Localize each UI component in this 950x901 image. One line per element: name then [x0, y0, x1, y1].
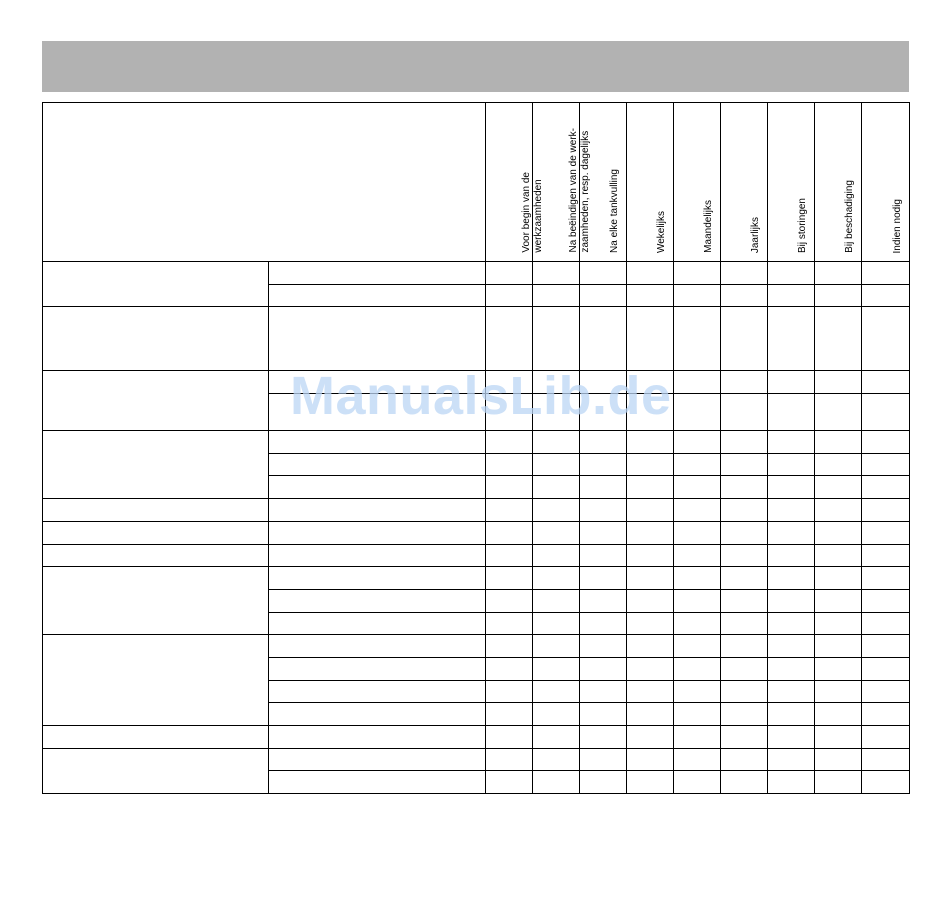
- group-cell: [43, 635, 269, 726]
- check-cell: [486, 371, 533, 394]
- check-cell: [674, 612, 721, 635]
- table-row: [43, 371, 910, 394]
- check-cell: [580, 567, 627, 590]
- check-cell: [862, 612, 910, 635]
- check-cell: [721, 635, 768, 658]
- check-cell: [580, 284, 627, 307]
- group-cell: [43, 431, 269, 499]
- check-cell: [580, 726, 627, 749]
- check-cell: [533, 635, 580, 658]
- group-cell: [43, 307, 269, 371]
- check-cell: [862, 657, 910, 680]
- table-row: [43, 431, 910, 454]
- check-cell: [486, 544, 533, 567]
- check-cell: [627, 680, 674, 703]
- check-cell: [627, 431, 674, 454]
- item-cell: [269, 544, 486, 567]
- check-cell: [815, 635, 862, 658]
- check-cell: [674, 635, 721, 658]
- check-cell: [486, 307, 533, 371]
- check-cell: [721, 394, 768, 431]
- check-cell: [721, 544, 768, 567]
- check-cell: [627, 544, 674, 567]
- col-header: Maandelijks: [674, 103, 721, 262]
- check-cell: [862, 703, 910, 726]
- check-cell: [580, 521, 627, 544]
- check-cell: [815, 284, 862, 307]
- check-cell: [674, 431, 721, 454]
- check-cell: [815, 394, 862, 431]
- item-cell: [269, 431, 486, 454]
- check-cell: [627, 726, 674, 749]
- item-cell: [269, 589, 486, 612]
- check-cell: [627, 771, 674, 794]
- check-cell: [721, 657, 768, 680]
- check-cell: [768, 431, 815, 454]
- check-cell: [768, 680, 815, 703]
- check-cell: [674, 476, 721, 499]
- item-cell: [269, 476, 486, 499]
- check-cell: [486, 726, 533, 749]
- check-cell: [486, 657, 533, 680]
- check-cell: [674, 680, 721, 703]
- header-blank-cell: [43, 103, 486, 262]
- check-cell: [815, 521, 862, 544]
- check-cell: [674, 453, 721, 476]
- check-cell: [815, 453, 862, 476]
- check-cell: [580, 680, 627, 703]
- check-cell: [674, 284, 721, 307]
- item-cell: [269, 703, 486, 726]
- check-cell: [674, 499, 721, 522]
- item-cell: [269, 521, 486, 544]
- check-cell: [674, 394, 721, 431]
- item-cell: [269, 726, 486, 749]
- check-cell: [533, 262, 580, 285]
- check-cell: [862, 284, 910, 307]
- check-cell: [768, 521, 815, 544]
- check-cell: [721, 499, 768, 522]
- check-cell: [768, 307, 815, 371]
- check-cell: [721, 771, 768, 794]
- check-cell: [533, 567, 580, 590]
- check-cell: [768, 703, 815, 726]
- check-cell: [533, 521, 580, 544]
- check-cell: [627, 453, 674, 476]
- item-cell: [269, 307, 486, 371]
- check-cell: [627, 567, 674, 590]
- col-header: Indien nodig: [862, 103, 910, 262]
- item-cell: [269, 394, 486, 431]
- check-cell: [721, 521, 768, 544]
- check-cell: [674, 521, 721, 544]
- check-cell: [721, 453, 768, 476]
- check-cell: [580, 657, 627, 680]
- group-cell: [43, 567, 269, 635]
- check-cell: [627, 499, 674, 522]
- check-cell: [627, 521, 674, 544]
- check-cell: [580, 431, 627, 454]
- check-cell: [580, 307, 627, 371]
- check-cell: [674, 657, 721, 680]
- check-cell: [768, 262, 815, 285]
- check-cell: [862, 748, 910, 771]
- group-cell: [43, 521, 269, 544]
- check-cell: [486, 262, 533, 285]
- check-cell: [627, 476, 674, 499]
- group-cell: [43, 726, 269, 749]
- check-cell: [721, 371, 768, 394]
- check-cell: [768, 635, 815, 658]
- item-cell: [269, 612, 486, 635]
- check-cell: [862, 476, 910, 499]
- check-cell: [533, 726, 580, 749]
- check-cell: [815, 657, 862, 680]
- check-cell: [862, 431, 910, 454]
- check-cell: [486, 748, 533, 771]
- check-cell: [627, 371, 674, 394]
- check-cell: [533, 284, 580, 307]
- table-row: [43, 544, 910, 567]
- check-cell: [486, 431, 533, 454]
- check-cell: [627, 394, 674, 431]
- check-cell: [862, 635, 910, 658]
- table-row: [43, 499, 910, 522]
- check-cell: [533, 453, 580, 476]
- check-cell: [721, 567, 768, 590]
- check-cell: [815, 567, 862, 590]
- check-cell: [674, 703, 721, 726]
- check-cell: [580, 703, 627, 726]
- check-cell: [721, 589, 768, 612]
- check-cell: [533, 589, 580, 612]
- check-cell: [580, 453, 627, 476]
- check-cell: [486, 635, 533, 658]
- check-cell: [486, 499, 533, 522]
- col-header: Bij beschadiging: [815, 103, 862, 262]
- check-cell: [580, 544, 627, 567]
- table-row: [43, 635, 910, 658]
- watermark: ManualsLib.de: [290, 366, 672, 426]
- group-cell: [43, 262, 269, 307]
- check-cell: [674, 726, 721, 749]
- table-header-row: [43, 103, 910, 262]
- check-cell: [486, 476, 533, 499]
- check-cell: [815, 726, 862, 749]
- check-cell: [580, 262, 627, 285]
- check-cell: [815, 476, 862, 499]
- check-cell: [815, 589, 862, 612]
- check-cell: [627, 748, 674, 771]
- check-cell: [815, 499, 862, 522]
- check-cell: [674, 567, 721, 590]
- check-cell: [533, 680, 580, 703]
- check-cell: [768, 453, 815, 476]
- item-cell: [269, 771, 486, 794]
- check-cell: [533, 371, 580, 394]
- item-cell: [269, 635, 486, 658]
- table-row: [43, 521, 910, 544]
- check-cell: [862, 589, 910, 612]
- check-cell: [580, 589, 627, 612]
- check-cell: [815, 431, 862, 454]
- table-row: [43, 307, 910, 371]
- check-cell: [721, 726, 768, 749]
- check-cell: [486, 394, 533, 431]
- check-cell: [768, 499, 815, 522]
- check-cell: [580, 499, 627, 522]
- check-cell: [815, 771, 862, 794]
- check-cell: [674, 771, 721, 794]
- check-cell: [486, 453, 533, 476]
- check-cell: [627, 262, 674, 285]
- check-cell: [580, 371, 627, 394]
- check-cell: [768, 567, 815, 590]
- check-cell: [815, 680, 862, 703]
- check-cell: [486, 521, 533, 544]
- check-cell: [815, 262, 862, 285]
- check-cell: [768, 748, 815, 771]
- check-cell: [674, 262, 721, 285]
- col-header: Bij storingen: [768, 103, 815, 262]
- check-cell: [674, 544, 721, 567]
- check-cell: [533, 476, 580, 499]
- item-cell: [269, 567, 486, 590]
- item-cell: [269, 657, 486, 680]
- item-cell: [269, 284, 486, 307]
- check-cell: [486, 771, 533, 794]
- check-cell: [533, 394, 580, 431]
- check-cell: [533, 307, 580, 371]
- check-cell: [627, 635, 674, 658]
- check-cell: [721, 307, 768, 371]
- check-cell: [862, 544, 910, 567]
- check-cell: [674, 589, 721, 612]
- check-cell: [486, 612, 533, 635]
- check-cell: [533, 748, 580, 771]
- check-cell: [862, 567, 910, 590]
- item-cell: [269, 453, 486, 476]
- check-cell: [533, 657, 580, 680]
- check-cell: [580, 612, 627, 635]
- check-cell: [862, 371, 910, 394]
- check-cell: [486, 589, 533, 612]
- check-cell: [862, 262, 910, 285]
- check-cell: [768, 612, 815, 635]
- table-row: [43, 726, 910, 749]
- col-header: Wekelijks: [627, 103, 674, 262]
- check-cell: [533, 771, 580, 794]
- check-cell: [768, 657, 815, 680]
- group-cell: [43, 371, 269, 431]
- check-cell: [815, 371, 862, 394]
- check-cell: [721, 703, 768, 726]
- check-cell: [627, 703, 674, 726]
- check-cell: [862, 499, 910, 522]
- check-cell: [768, 771, 815, 794]
- check-cell: [674, 371, 721, 394]
- table-row: [43, 262, 910, 285]
- check-cell: [862, 726, 910, 749]
- check-cell: [674, 307, 721, 371]
- item-cell: [269, 680, 486, 703]
- group-cell: [43, 499, 269, 522]
- check-cell: [627, 284, 674, 307]
- check-cell: [862, 453, 910, 476]
- check-cell: [815, 307, 862, 371]
- check-cell: [580, 394, 627, 431]
- check-cell: [627, 657, 674, 680]
- check-cell: [862, 521, 910, 544]
- check-cell: [815, 748, 862, 771]
- check-cell: [721, 431, 768, 454]
- check-cell: [768, 544, 815, 567]
- item-cell: [269, 262, 486, 285]
- col-header: Voor begin van de werkzaamheden: [486, 103, 533, 262]
- check-cell: [815, 544, 862, 567]
- check-cell: [486, 284, 533, 307]
- check-cell: [627, 612, 674, 635]
- check-cell: [533, 703, 580, 726]
- check-cell: [627, 589, 674, 612]
- check-cell: [674, 748, 721, 771]
- item-cell: [269, 371, 486, 394]
- check-cell: [768, 371, 815, 394]
- check-cell: [721, 262, 768, 285]
- col-header: Jaarlijks: [721, 103, 768, 262]
- check-cell: [768, 476, 815, 499]
- item-cell: [269, 499, 486, 522]
- check-cell: [721, 680, 768, 703]
- group-cell: [43, 748, 269, 793]
- group-cell: [43, 544, 269, 567]
- check-cell: [862, 394, 910, 431]
- check-cell: [721, 748, 768, 771]
- check-cell: [721, 476, 768, 499]
- check-cell: [580, 771, 627, 794]
- check-cell: [580, 635, 627, 658]
- check-cell: [486, 567, 533, 590]
- header-bar: [42, 41, 909, 92]
- table-row: [43, 567, 910, 590]
- check-cell: [486, 703, 533, 726]
- check-cell: [768, 726, 815, 749]
- check-cell: [627, 307, 674, 371]
- col-header: Na beëindigen van de werk- zaamheden, resp. dagelijks: [533, 103, 580, 262]
- check-cell: [768, 284, 815, 307]
- check-cell: [721, 284, 768, 307]
- check-cell: [486, 680, 533, 703]
- item-cell: [269, 748, 486, 771]
- check-cell: [815, 612, 862, 635]
- check-cell: [815, 703, 862, 726]
- col-header: Na elke tankvulling: [580, 103, 627, 262]
- check-cell: [580, 476, 627, 499]
- check-cell: [533, 499, 580, 522]
- check-cell: [533, 544, 580, 567]
- check-cell: [580, 748, 627, 771]
- check-cell: [862, 771, 910, 794]
- check-cell: [862, 680, 910, 703]
- check-cell: [533, 431, 580, 454]
- check-cell: [862, 307, 910, 371]
- maintenance-table: [42, 102, 910, 794]
- check-cell: [768, 589, 815, 612]
- check-cell: [768, 394, 815, 431]
- check-cell: [533, 612, 580, 635]
- table-row: [43, 748, 910, 771]
- check-cell: [721, 612, 768, 635]
